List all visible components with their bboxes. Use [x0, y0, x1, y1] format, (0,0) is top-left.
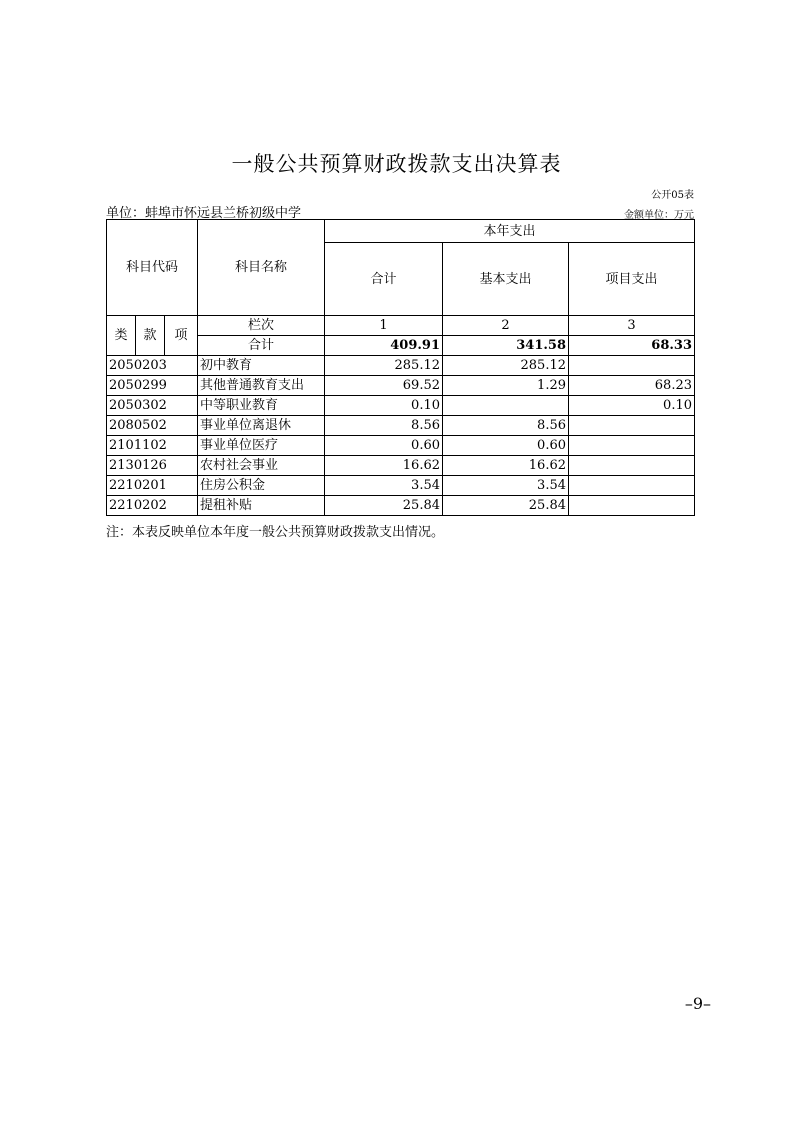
row-basic: 1.29: [443, 376, 569, 396]
page-number: –9–: [684, 994, 711, 1013]
row-project: [569, 436, 695, 456]
header-code: 科目代码: [107, 220, 198, 316]
row-basic: 25.84: [443, 496, 569, 516]
row-name: 其他普通教育支出: [198, 376, 325, 396]
table-note: 注：本表反映单位本年度一般公共预算财政拨款支出情况。: [106, 525, 445, 540]
row-name: 事业单位医疗: [198, 436, 325, 456]
table-row: [107, 416, 695, 436]
unit-label: 单位：蚌埠市怀远县兰桥初级中学: [106, 206, 302, 221]
row-project: 0.10: [569, 396, 695, 416]
row-total: 16.62: [325, 456, 443, 476]
header-kuan: 款: [136, 316, 165, 356]
col-index-3: 3: [569, 316, 695, 336]
header-name: 科目名称: [198, 220, 325, 316]
table-row: [107, 396, 695, 416]
header-group: 本年支出: [325, 220, 695, 243]
row-code: 2050203: [107, 356, 198, 376]
row-total: 25.84: [325, 496, 443, 516]
col-index-2: 2: [443, 316, 569, 336]
header-xiang: 项: [165, 316, 198, 356]
table-row: [107, 496, 695, 516]
row-name: 事业单位离退休: [198, 416, 325, 436]
summary-basic: 341.58: [443, 336, 569, 356]
row-project: [569, 416, 695, 436]
row-basic: 16.62: [443, 456, 569, 476]
header-lanci: 栏次: [198, 316, 325, 336]
row-name: 初中教育: [198, 356, 325, 376]
row-basic: [443, 396, 569, 416]
row-project: [569, 476, 695, 496]
table-row: [107, 476, 695, 496]
row-project: [569, 456, 695, 476]
row-basic: 285.12: [443, 356, 569, 376]
row-total: 285.12: [325, 356, 443, 376]
row-code: 2050302: [107, 396, 198, 416]
col-index-1: 1: [325, 316, 443, 336]
row-name: 农村社会事业: [198, 456, 325, 476]
row-name: 中等职业教育: [198, 396, 325, 416]
row-basic: 0.60: [443, 436, 569, 456]
row-total: 69.52: [325, 376, 443, 396]
row-total: 0.60: [325, 436, 443, 456]
money-unit-label: 金额单位：万元: [624, 210, 694, 221]
expenditure-table: [106, 219, 695, 516]
row-project: [569, 496, 695, 516]
row-code: 2050299: [107, 376, 198, 396]
row-code: 2101102: [107, 436, 198, 456]
row-code: 2210202: [107, 496, 198, 516]
row-name: 提租补贴: [198, 496, 325, 516]
lanci-row: [107, 316, 695, 336]
table-row: [107, 356, 695, 376]
row-basic: 8.56: [443, 416, 569, 436]
summary-total: 409.91: [325, 336, 443, 356]
row-basic: 3.54: [443, 476, 569, 496]
table-row: [107, 456, 695, 476]
row-code: 2130126: [107, 456, 198, 476]
row-total: 0.10: [325, 396, 443, 416]
row-total: 3.54: [325, 476, 443, 496]
row-project: 68.23: [569, 376, 695, 396]
row-project: [569, 356, 695, 376]
row-code: 2080502: [107, 416, 198, 436]
table-number: 公开05表: [651, 190, 694, 201]
page-title: 一般公共预算财政拨款支出决算表: [231, 152, 562, 176]
summary-project: 68.33: [569, 336, 695, 356]
header-row-1: [107, 220, 695, 243]
table-row: [107, 376, 695, 396]
header-project: 项目支出: [569, 243, 695, 316]
table-row: [107, 436, 695, 456]
header-total: 合计: [325, 243, 443, 316]
row-code: 2210201: [107, 476, 198, 496]
header-basic: 基本支出: [443, 243, 569, 316]
summary-label: 合计: [198, 336, 325, 356]
row-name: 住房公积金: [198, 476, 325, 496]
row-total: 8.56: [325, 416, 443, 436]
header-lei: 类: [107, 316, 136, 356]
